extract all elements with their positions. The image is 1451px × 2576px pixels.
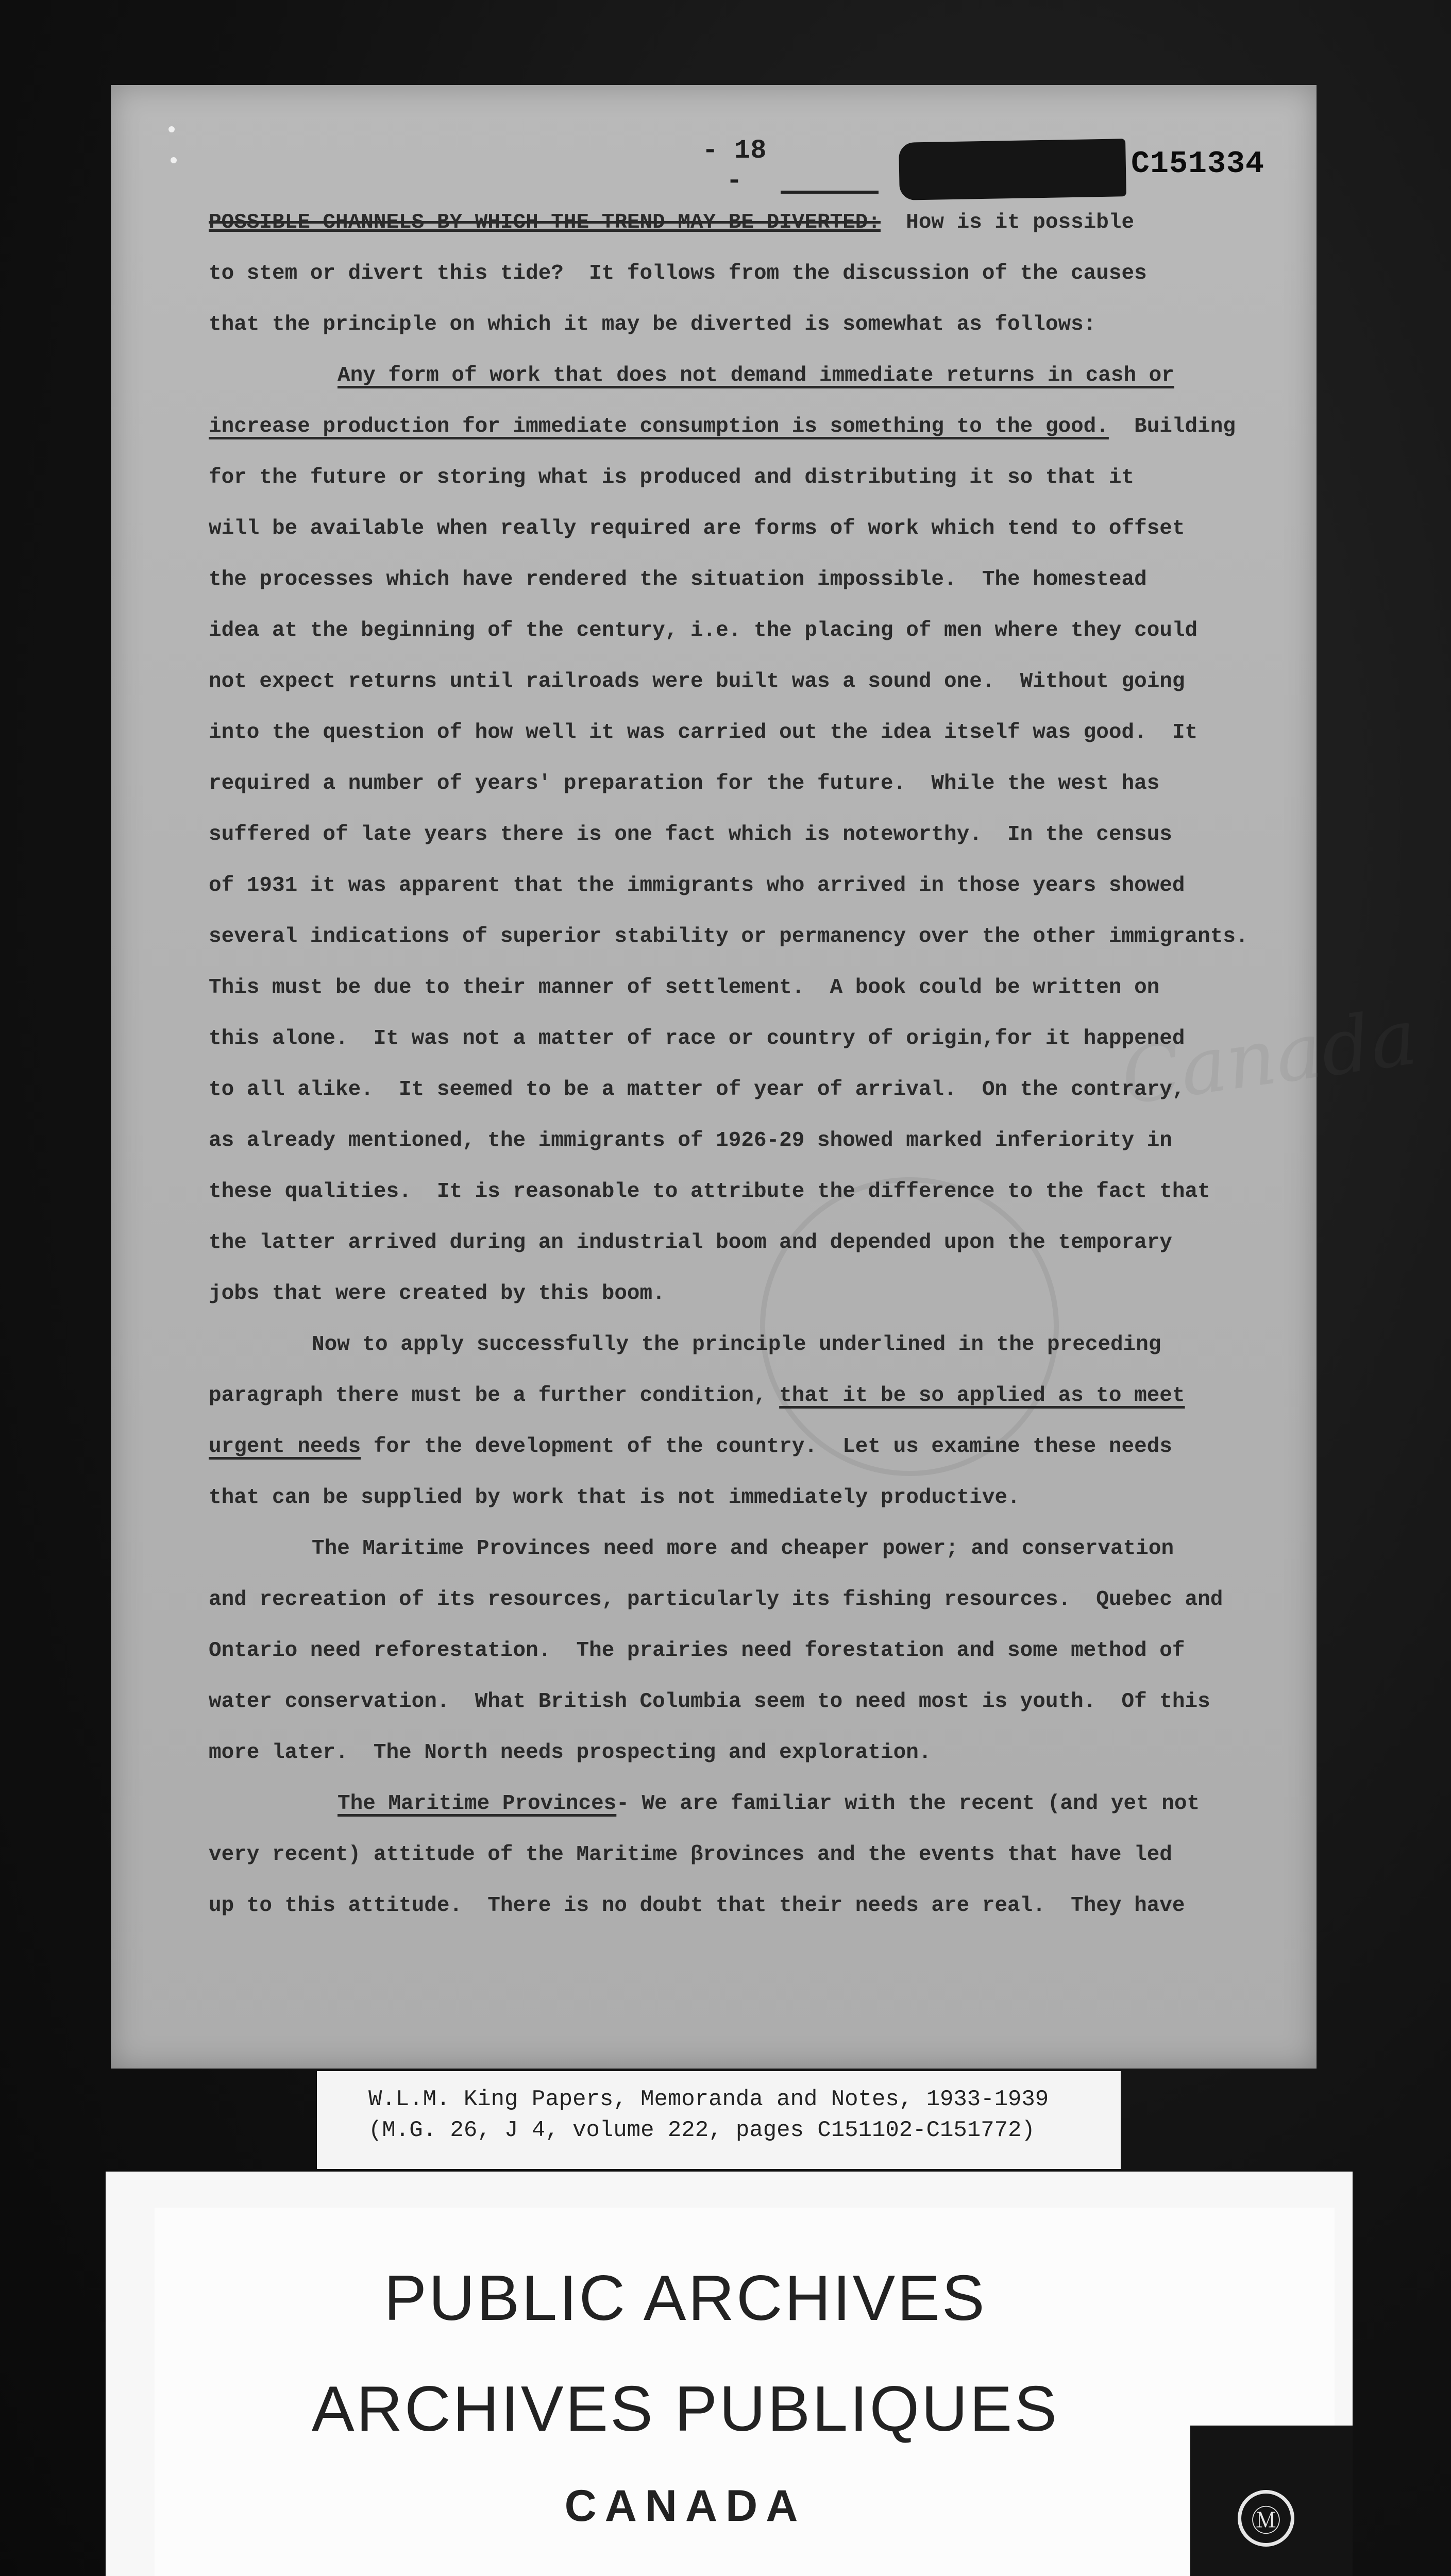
text-line <box>209 1880 1301 1931</box>
line-text: and recreation of its resources, particularly its fishing resources. Quebec and <box>209 1588 1223 1612</box>
line-text: that can be supplied by work that is not immediately productive. <box>209 1486 1020 1510</box>
line-text: will be available when really required are forms of work which tend to offset <box>209 517 1185 540</box>
text-line <box>209 1574 1301 1625</box>
line-text: required a number of years' preparation for the future. While the west has <box>209 772 1160 795</box>
line-text: This must be due to their manner of settlement. A book could be written on <box>209 976 1160 999</box>
reference-number: C151334 <box>1131 147 1265 182</box>
text-line <box>209 1523 1301 1574</box>
line-text: Ontario need reforestation. The prairies need forestation and some method of <box>209 1639 1185 1663</box>
text-line <box>209 1676 1301 1727</box>
document-body <box>209 197 1301 1931</box>
line-text: up to this attitude. There is no doubt that their needs are real. They have <box>209 1894 1185 1918</box>
text-line <box>209 860 1301 911</box>
redaction-stamp <box>899 139 1126 200</box>
text-line <box>209 1829 1301 1880</box>
archives-card-inner <box>155 2208 1335 2576</box>
line-text: suffered of late years there is one fact which is noteworthy. In the census <box>209 823 1172 846</box>
text-line <box>209 1421 1301 1472</box>
line-text: more later. The North needs prospecting and exploration. <box>209 1741 932 1765</box>
line-text: several indications of superior stability or permanency over the other immigrants. <box>209 925 1248 948</box>
line-text: into the question of how well it was carried out the idea itself was good. It <box>209 721 1198 744</box>
archives-card <box>106 2172 1353 2576</box>
text-line <box>209 1115 1301 1166</box>
text-line <box>209 1319 1301 1370</box>
text-line <box>209 401 1301 452</box>
archives-line-fr: ARCHIVES PUBLIQUES <box>311 2374 1059 2445</box>
logo-box <box>1190 2426 1353 2576</box>
text-line <box>209 1013 1301 1064</box>
text-line <box>209 350 1301 401</box>
text-line <box>209 1625 1301 1676</box>
line-text: to stem or divert this tide? It follows from the discussion of the causes <box>209 262 1147 285</box>
page-number: - 18 - <box>702 135 767 196</box>
line-text: the processes which have rendered the situation impossible. The homestead <box>209 568 1147 591</box>
text-line <box>209 605 1301 656</box>
text-line <box>209 248 1301 299</box>
text-line <box>209 707 1301 758</box>
line-text: idea at the beginning of the century, i.e. the placing of men where they could <box>209 619 1198 642</box>
line-text: increase production for immediate consumption is something to the good. <box>209 415 1109 438</box>
watermark-text: Canada <box>1116 992 1422 1123</box>
line-text: urgent needs <box>209 1435 361 1459</box>
line-tail: - We are familiar with the recent (and yet not <box>616 1792 1200 1816</box>
citation-label <box>317 2071 1121 2169</box>
text-line <box>209 197 1301 248</box>
text-line <box>209 452 1301 503</box>
section-heading-rest: How is it possible <box>881 211 1135 234</box>
line-text: to all alike. It seemed to be a matter of year of arrival. On the contrary, <box>209 1078 1185 1101</box>
line-text: that the principle on which it may be diverted is somewhat as follows: <box>209 313 1096 336</box>
line-text: of 1931 it was apparent that the immigrants who arrived in those years showed <box>209 874 1185 897</box>
text-line <box>209 1217 1301 1268</box>
punch-hole <box>171 157 177 163</box>
line-text: very recent) attitude of the Maritime βrovinces and the events that have led <box>209 1843 1172 1867</box>
text-line <box>209 299 1301 350</box>
text-line <box>209 1370 1301 1421</box>
text-line <box>209 656 1301 707</box>
citation-line-2: (M.G. 26, J 4, volume 222, pages C151102-C151772) <box>368 2117 1035 2143</box>
text-line <box>209 1472 1301 1523</box>
text-line <box>209 1778 1301 1829</box>
line-text: the latter arrived during an industrial boom and depended upon the temporary <box>209 1231 1172 1255</box>
text-line <box>209 503 1301 554</box>
line-text: The Maritime Provinces need more and cheaper power; and conservation <box>312 1537 1174 1561</box>
line-text: for the future or storing what is produced and distributing it so that it <box>209 466 1135 489</box>
line-text: as already mentioned, the immigrants of 1926-29 showed marked inferiority in <box>209 1129 1172 1153</box>
text-line <box>209 809 1301 860</box>
line-text: The Maritime Provinces <box>338 1792 617 1816</box>
line-tail: for the development of the country. Let us examine these needs <box>361 1435 1172 1459</box>
line-text: Now to apply successfully the principle underlined in the preceding <box>312 1333 1161 1357</box>
text-line <box>209 1268 1301 1319</box>
document-page <box>111 85 1422 2069</box>
text-line <box>209 1166 1301 1217</box>
line-text: these qualities. It is reasonable to attribute the difference to the fact that <box>209 1180 1210 1204</box>
text-line <box>209 758 1301 809</box>
archives-logo-icon <box>1238 2490 1294 2547</box>
text-line <box>209 1727 1301 1778</box>
text-line <box>209 911 1301 962</box>
text-line <box>209 554 1301 605</box>
line-text: this alone. It was not a matter of race or country of origin,for it happened <box>209 1027 1185 1050</box>
archives-line-country: CANADA <box>564 2481 806 2531</box>
archives-line-en: PUBLIC ARCHIVES <box>384 2263 987 2334</box>
line-text: Any form of work that does not demand immediate returns in cash or <box>338 364 1174 387</box>
line-head: paragraph there must be a further condition, <box>209 1384 780 1408</box>
line-text: that it be so applied as to meet <box>779 1384 1185 1408</box>
logo-glyph: Ⓜ <box>1251 2503 1281 2538</box>
text-line <box>209 962 1301 1013</box>
line-text: jobs that were created by this boom. <box>209 1282 665 1306</box>
header-rule <box>781 191 879 194</box>
line-text: water conservation. What British Columbia seem to need most is youth. Of this <box>209 1690 1210 1714</box>
line-tail: Building <box>1108 415 1236 438</box>
punch-hole <box>168 126 175 132</box>
citation-line-1: W.L.M. King Papers, Memoranda and Notes, 1933-1939 <box>368 2087 1049 2112</box>
line-text: not expect returns until railroads were built was a sound one. Without going <box>209 670 1185 693</box>
section-heading: POSSIBLE CHANNELS BY WHICH THE TREND MAY BE DIVERTED: <box>209 211 881 234</box>
text-line <box>209 1064 1301 1115</box>
line-text <box>209 211 1134 234</box>
